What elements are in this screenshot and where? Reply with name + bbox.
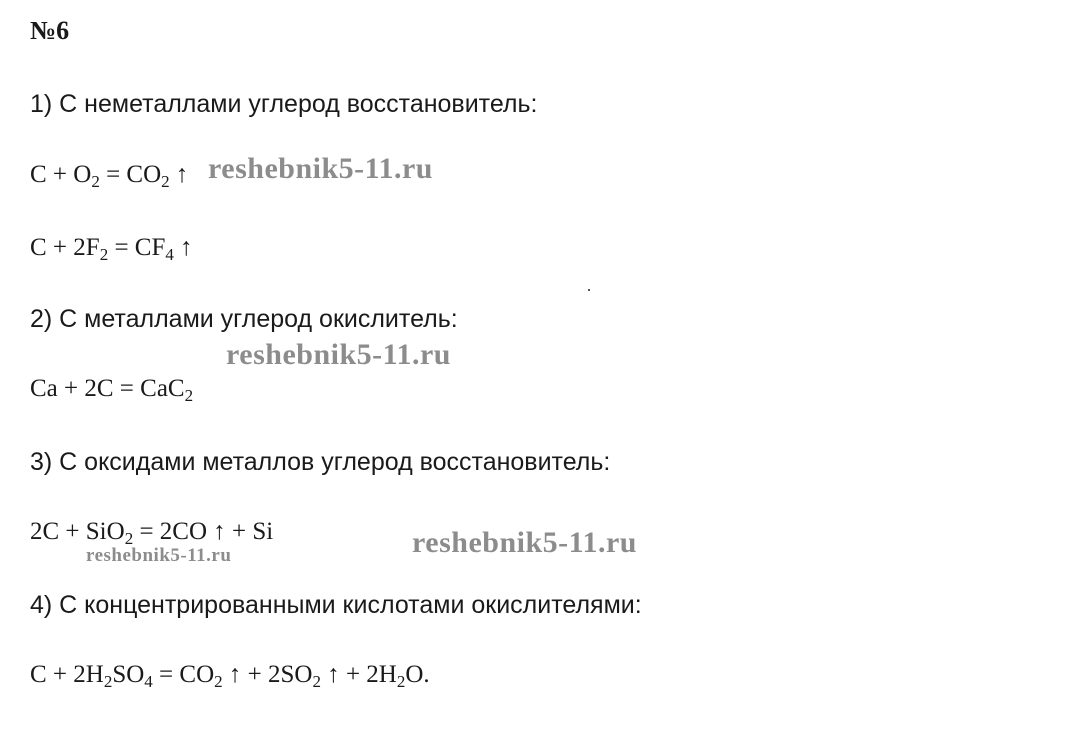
equation-text: 2C + SiO — [30, 518, 125, 545]
subscript: 2 — [124, 529, 134, 548]
problem-number: №6 — [30, 16, 70, 45]
watermark-text: reshebnik5-11.ru — [412, 526, 637, 559]
subscript: 2 — [312, 672, 321, 691]
section-4-heading: 4) С концентрированными кислотами окислителями: — [30, 591, 642, 619]
equation-text: C + 2H — [30, 661, 104, 688]
section-1-heading: 1) С неметаллами углерод восстановитель: — [30, 90, 538, 118]
equation-sulfuric-acid — [30, 660, 430, 690]
equation-text: = CO — [99, 161, 162, 188]
subscript: 4 — [165, 245, 174, 264]
equation-calcium-carbide — [30, 374, 193, 404]
subscript: 2 — [91, 172, 100, 191]
section-3-heading: 3) С оксидами металлов углерод восстановитель: — [30, 448, 611, 476]
watermark-text: reshebnik5-11.ru — [86, 545, 232, 566]
equation-text: Ca + 2C = CaC — [30, 375, 185, 402]
equation-carbon-fluorine — [30, 233, 193, 263]
equation-text: C + 2F — [30, 234, 100, 261]
watermark-text: reshebnik5-11.ru — [226, 338, 451, 371]
section-2-heading: 2) С металлами углерод окислитель: — [30, 305, 458, 333]
equation-silicon-reduction — [30, 517, 273, 547]
equation-text: ↑ — [169, 161, 189, 188]
equation-text: = CO — [152, 661, 215, 688]
subscript: 2 — [99, 245, 109, 264]
equation-text: ↑ — [173, 234, 193, 261]
equation-carbon-oxygen — [30, 160, 188, 190]
subscript: 2 — [214, 672, 223, 691]
equation-text: ↑ + 2H — [320, 661, 397, 688]
subscript: 2 — [103, 672, 113, 691]
subscript: 2 — [161, 172, 170, 191]
stray-dot — [588, 289, 590, 291]
subscript: 2 — [184, 386, 194, 405]
equation-text: ↑ + 2SO — [222, 661, 313, 688]
equation-text: C + O — [30, 161, 92, 188]
watermark-text: reshebnik5-11.ru — [208, 152, 433, 185]
equation-text: = CF — [108, 234, 166, 261]
equation-text: O. — [405, 661, 430, 688]
subscript: 4 — [144, 672, 153, 691]
equation-text: = 2CO ↑ + Si — [133, 518, 274, 545]
subscript: 2 — [396, 672, 406, 691]
equation-text: SO — [112, 661, 145, 688]
